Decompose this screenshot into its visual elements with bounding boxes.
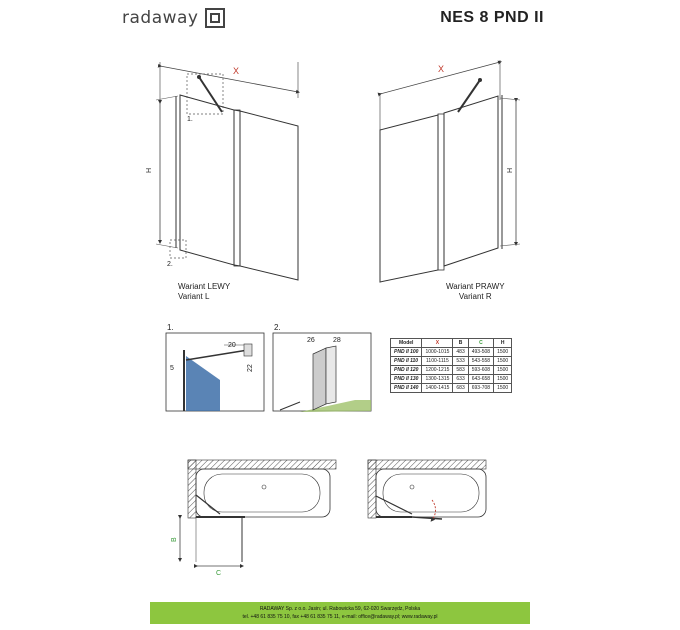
plan-dim-c: C <box>216 570 222 577</box>
dim-h-label: H <box>507 167 514 173</box>
col-h: H <box>494 339 512 348</box>
callout-box-1 <box>187 74 223 114</box>
variant-right-line1: Wariant PRAWY <box>446 282 505 291</box>
spec-table-cell: 643-658 <box>468 375 493 384</box>
detail-1-dim-c: 22 <box>247 364 254 372</box>
footer-address: RADAWAY Sp. z o.o. Jasin; ul. Rabowicka 59, 62-020 Swarzędz, Polska <box>259 606 421 612</box>
spec-table-row <box>391 375 512 384</box>
spec-table-cell: 693-708 <box>468 384 493 393</box>
spec-table-cell: 1200-1215 <box>422 366 453 375</box>
spec-table-cell: 683 <box>453 384 468 393</box>
spec-table-row <box>391 384 512 393</box>
spec-table <box>390 338 512 393</box>
dim-x-label: X <box>438 64 445 74</box>
plan-dim-b: B <box>171 537 178 542</box>
left-elevation <box>146 62 298 280</box>
page-title: NES 8 PND II <box>440 9 544 26</box>
detail-1-label: 1. <box>167 323 174 332</box>
spec-table-cell: 1300-1315 <box>422 375 453 384</box>
detail-1-dim-a: 20 <box>228 342 236 349</box>
detail-2-label: 2. <box>274 323 281 332</box>
right-elevation <box>380 60 520 282</box>
stabilizer-bar <box>199 77 222 112</box>
col-b: B <box>453 339 468 348</box>
spec-table-cell: 1100-1115 <box>422 357 453 366</box>
footer-contact: tel. +48 61 835 75 10, fax +48 61 835 75 11, e-mail: office@radaway.pl; www.radaway.pl <box>242 614 438 620</box>
hinge-profile <box>438 114 444 270</box>
detail-1-dim-b: 5 <box>170 365 174 372</box>
callout-2-label: 2. <box>167 261 173 268</box>
glass-panel-fixed <box>444 96 498 266</box>
spec-table-cell: 533 <box>453 357 468 366</box>
callout-1-label: 1. <box>187 116 193 123</box>
spec-table-cell: PND II 130 <box>391 375 422 384</box>
spec-table-cell: 493-508 <box>468 348 493 357</box>
plan-view-left <box>171 460 336 577</box>
variant-left-line2: Variant L <box>178 292 210 301</box>
glass-panel-hinged <box>380 115 438 282</box>
spec-table-row <box>391 357 512 366</box>
spec-table-cell: 1000-1015 <box>422 348 453 357</box>
spec-table-row <box>391 348 512 357</box>
profile-right <box>326 346 336 404</box>
detail-2 <box>273 323 371 412</box>
callout-box-2 <box>170 240 186 258</box>
spec-table-cell: 583 <box>453 366 468 375</box>
spec-table-cell: 1500 <box>494 375 512 384</box>
spec-table-cell: PND II 110 <box>391 357 422 366</box>
spec-table-header <box>391 339 512 348</box>
col-c: C <box>468 339 493 348</box>
footer-bar <box>150 602 530 624</box>
spec-table-cell: 1500 <box>494 366 512 375</box>
dimension-x-line <box>160 66 298 92</box>
col-x: X <box>422 339 453 348</box>
variant-left-line1: Wariant LEWY <box>178 282 231 291</box>
spec-table-cell: 1500 <box>494 348 512 357</box>
spec-table-cell: PND II 100 <box>391 348 422 357</box>
spec-table-cell: 633 <box>453 375 468 384</box>
detail-2-dim-b: 28 <box>333 337 341 344</box>
col-model: Model <box>391 339 422 348</box>
detail-1 <box>166 323 264 411</box>
spec-table-cell: 483 <box>453 348 468 357</box>
plan-view-right <box>368 460 486 520</box>
stabilizer-bar <box>458 80 480 112</box>
variant-left-caption <box>178 282 230 302</box>
variant-right-line2: Variant R <box>458 292 492 301</box>
detail-2-dim-a: 26 <box>307 337 315 344</box>
spec-table-cell: 1400-1415 <box>422 384 453 393</box>
spec-table-cell: PND II 140 <box>391 384 422 393</box>
variant-right-caption <box>446 282 505 302</box>
spec-table-cell: 1500 <box>494 357 512 366</box>
dim-x-label: X <box>233 66 240 76</box>
spec-table-cell: 543-558 <box>468 357 493 366</box>
spec-table-cell: PND II 120 <box>391 366 422 375</box>
logo-text: radaway <box>122 8 199 28</box>
hinge-profile <box>234 110 240 266</box>
spec-table-cell: 593-608 <box>468 366 493 375</box>
profile-left <box>313 348 326 410</box>
glass-panel-hinged <box>240 111 298 280</box>
drain <box>262 485 266 489</box>
bathtub-outline <box>196 469 330 517</box>
spec-table-row <box>391 366 512 375</box>
spec-table-cell: 1500 <box>494 384 512 393</box>
dim-h-label: H <box>146 167 153 173</box>
